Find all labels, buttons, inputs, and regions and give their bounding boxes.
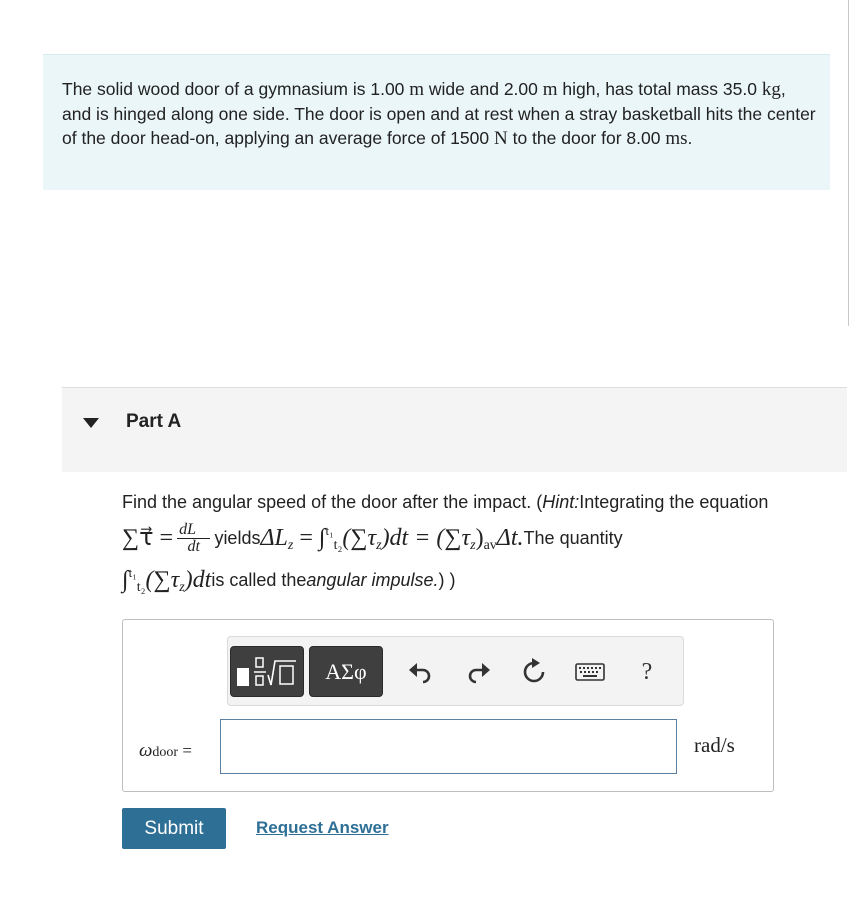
question-line-3: $\int^{t_1}_{t_2}(\sum\tau_z)dt$ is called the angular impulse. ) ) [122,564,456,595]
derivative-fraction: $\frac{dL⃗}{dt}$ [179,520,209,555]
answer-input[interactable] [220,719,677,774]
submit-button[interactable]: Submit [122,808,226,849]
unit-label: rad/s [694,733,735,757]
part-a-header[interactable] [62,387,847,472]
fraction-sqrt-template-icon [234,655,300,689]
torque-sum: ∑τ⃗ = [122,525,174,551]
collapse-triangle-icon[interactable] [83,418,99,428]
answer-box [122,619,774,792]
problem-statement [43,54,830,190]
redo-button[interactable] [464,657,494,687]
request-answer-link[interactable]: Request Answer [256,818,389,837]
redo-icon [466,659,492,685]
part-title: Part A [126,411,182,432]
undo-button[interactable] [405,657,435,687]
help-button[interactable]: ? [641,658,653,685]
undo-icon [407,659,433,685]
keyboard-button[interactable] [574,657,606,687]
question-line-2: ∑τ⃗ = $\frac{dL⃗}{dt}$ yields $\Delta L_z = \int^{t_1}_{t_2}(\sum\tau_z)dt = (\sum\tau_z)_{av}\Delta t$. The quantity [122,520,623,555]
math-toolbar [227,636,684,706]
greek-symbols-button[interactable]: ΑΣφ [309,646,383,697]
problem-text: The solid wood door of a gymnasium is 1.00 m wide and 2.00 m high, has total mass 35.0 kg, and is hinged along one side. The door is open and at rest when a stray basketball hits the center of the door head-on, applying an average force of 1500 N to the door for 8.00 ms. [62,79,816,149]
question-text [122,487,842,601]
omega-door-label: ωdoor = [139,740,192,761]
templates-button[interactable] [230,646,304,697]
reset-icon [520,658,548,686]
keyboard-icon [575,662,605,682]
right-scroll-track [848,0,849,326]
question-line-1: Find the angular speed of the door after the impact. ( Hint: Integrating the equation [122,492,769,512]
reset-button[interactable] [519,657,549,687]
